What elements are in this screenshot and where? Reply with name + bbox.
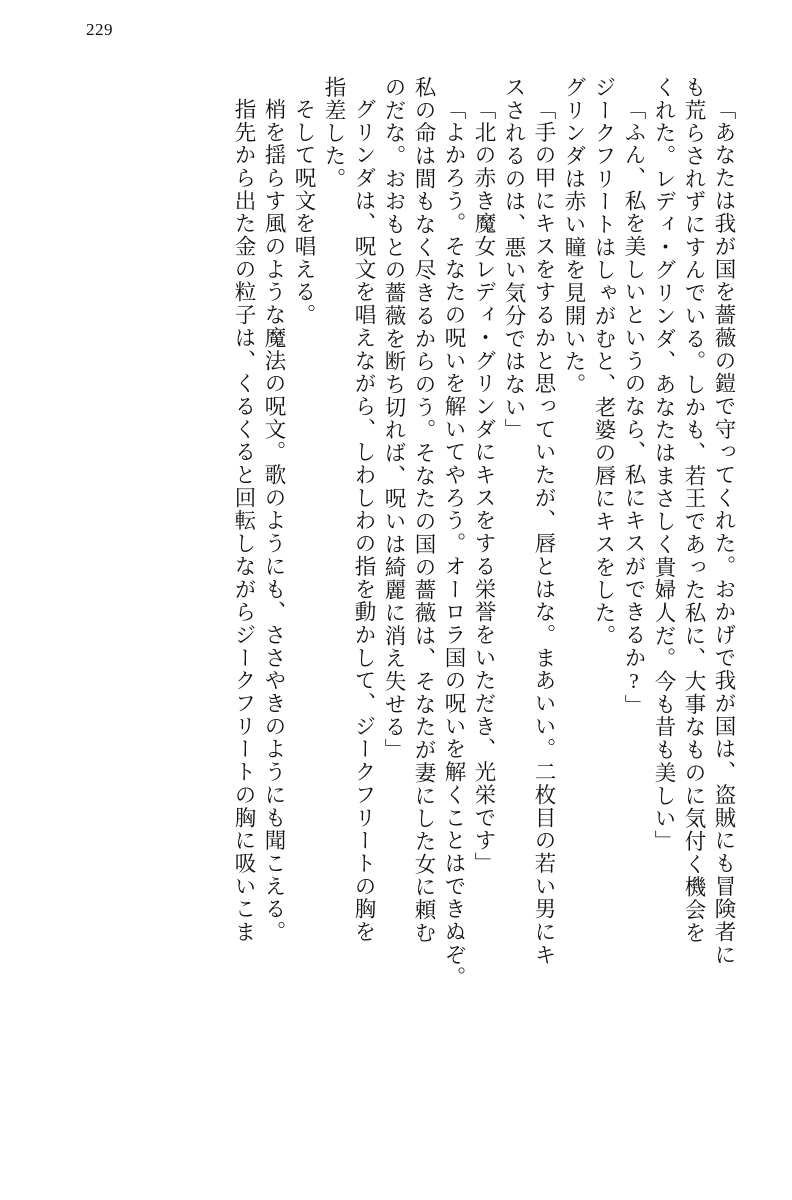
text-column: ジークフリートはしゃがむと、老婆の唇にキスをした。 (592, 76, 616, 648)
text-column: スされるのは、悪い気分ではない」 (502, 76, 526, 442)
text-column: 指先から出た金の粒子は、くるくると回転しながらジークフリートの胸に吸いこま (232, 98, 256, 944)
text-column: グリンダは、呪文を唱えながら、しわしわの指を動かして、ジークフリートの胸を (352, 98, 376, 944)
page-number: 229 (86, 20, 113, 39)
text-column: 指差した。 (322, 76, 346, 191)
text-column: そして呪文を唱える。 (292, 98, 316, 327)
text-column: グリンダは赤い瞳を見開いた。 (562, 76, 586, 396)
text-column: 「北の赤き魔女レディ・グリンダにキスをする栄誉をいただき、光栄です」 (472, 98, 496, 875)
text-column: 「ふん、私を美しいというのなら、私にキスができるか?」 (622, 98, 646, 718)
text-column: 「手の甲にキスをするかと思っていたが、唇とはな。まあいい。二枚目の若い男にキ (532, 98, 556, 967)
text-column: 梢を揺らす風のような魔法の呪文。歌のようにも、ささやきのようにも聞こえる。 (262, 98, 286, 944)
text-column: のだな。おおもとの薔薇を断ち切れば、呪いは綺麗に消え失せる」 (382, 76, 406, 762)
vertical-text-block (58, 76, 734, 1148)
text-column: 「よかろう。そなたの呪いを解いてやろう。オーロラ国の呪いを解くことはできぬぞ。 (442, 98, 466, 990)
text-column: くれた。レディ・グリンダ、あなたはまさしく貴婦人だ。今も昔も美しい」 (652, 76, 676, 853)
text-column: 「あなたは我が国を薔薇の鎧で守ってくれた。おかげで我が国は、盗賊にも冒険者に (712, 98, 736, 967)
text-column: 私の命は間もなく尽きるからのう。そなたの国の薔薇は、そなたが妻にした女に頼む (412, 76, 436, 945)
text-column: も荒らされずにすんでいる。しかも、若王であった私に、大事なものに気付く機会を (682, 76, 706, 945)
